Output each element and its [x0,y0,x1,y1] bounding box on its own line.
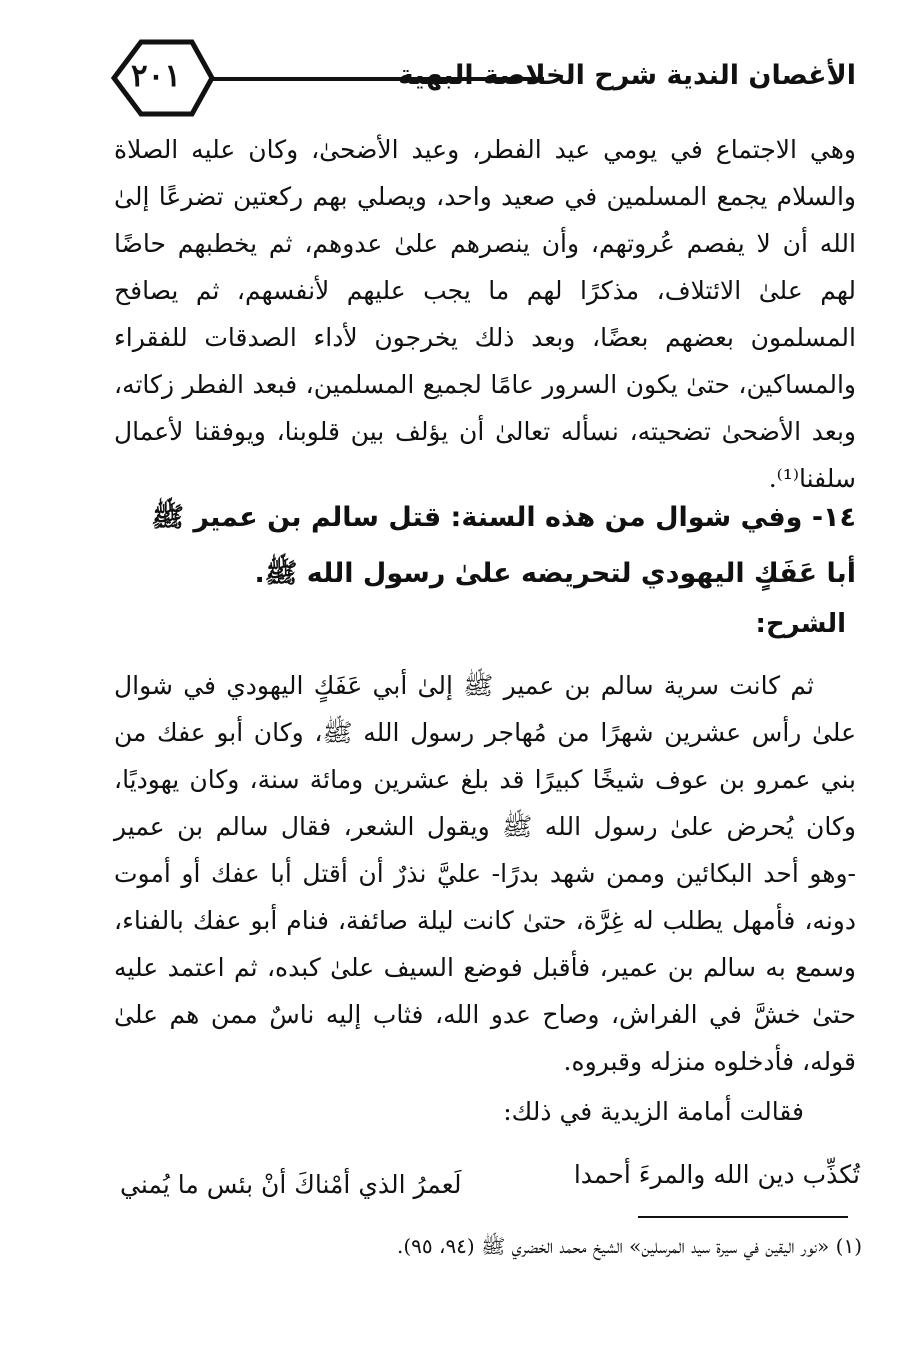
first-hemistich: تُكذِّب دين الله والمرءَ أحمدا [573,1160,860,1189]
explanation-label: الشرح: [755,609,846,639]
poetry-verse [120,1142,860,1212]
second-hemistich: لَعمرُ الذي أمْناكَ أنْ بئس ما يُمني [120,1170,462,1199]
book-title: الأغصان الندية شرح الخلاصة البهية [398,60,856,91]
verse-introduction: فقالت أمامة الزيدية في ذلك: [503,1097,804,1126]
page-number: ٢٠١ [131,58,181,94]
intro-paragraph: وهي الاجتماع في يومي عيد الفطر، وعيد الأضحىٰ، وكان عليه الصلاة والسلام يجمع المسلمين في صعيد واحد، ويصلي بهم ركعتين تضرعًا إلىٰ الله أن لا يفصم عُروتهم، وأن ينصرهم علىٰ عدوهم، ثم يخطبهم حاضًا لهم علىٰ الائتلاف، مذكرًا لهم ما يجب عليهم لأنفسهم، ثم يصافح المسلمون بعضهم بعضًا، وبعد ذلك يخرجون لأداء الصدقات للفقراء والمساكين، حتىٰ يكون السرور عامًا لجميع المسلمين، فبعد الفطر زكاته، وبعد الأضحىٰ تضحيته، نسأله تعالىٰ أن يؤلف بين قلوبنا، ويوفقنا لأعمال سلفنا⁽¹⁾. [114,135,857,493]
page-header [96,36,856,120]
page-number-frame [96,36,216,120]
footnote: (١) «نور اليقين في سيرة سيد المرسلين» الشيخ محمد الخضري ﷺ (٩٤، ٩٥). [396,1234,862,1258]
section-heading: ١٤- وفي شوال من هذه السنة: قتل سالم بن عمير ﷺ أبا عَفَكٍ اليهودي لتحريضه علىٰ رسول الله ﷺ. [151,502,856,589]
footnote-divider [638,1216,848,1218]
explanation-paragraph: ثم كانت سرية سالم بن عمير ﷺ إلىٰ أبي عَفَكٍ اليهودي في شوال علىٰ رأس عشرين شهرًا من مُهاجر رسول الله ﷺ، وكان أبو عفك من بني عمرو بن عوف شيخًا كبيرًا قد بلغ عشرين ومائة سنة، وكان يهوديًا، وكان يُحرض علىٰ رسول الله ﷺ ويقول الشعر، فقال سالم بن عمير -وهو أحد البكائين وممن شهد بدرًا- عليَّ نذرٌ أن أقتل أبا عفك أو أموت دونه، فأمهل يطلب له غِرَّة، حتىٰ كانت ليلة صائفة، فنام أبو عفك بالفناء، وسمع به سالم بن عمير، فأقبل فوضع السيف علىٰ كبده، ثم اعتمد عليه حتىٰ خشَّ في الفراش، وصاح عدو الله، فثاب إليه ناسٌ ممن هم علىٰ قوله، فأدخلوه منزله وقبروه. [114,671,856,1076]
